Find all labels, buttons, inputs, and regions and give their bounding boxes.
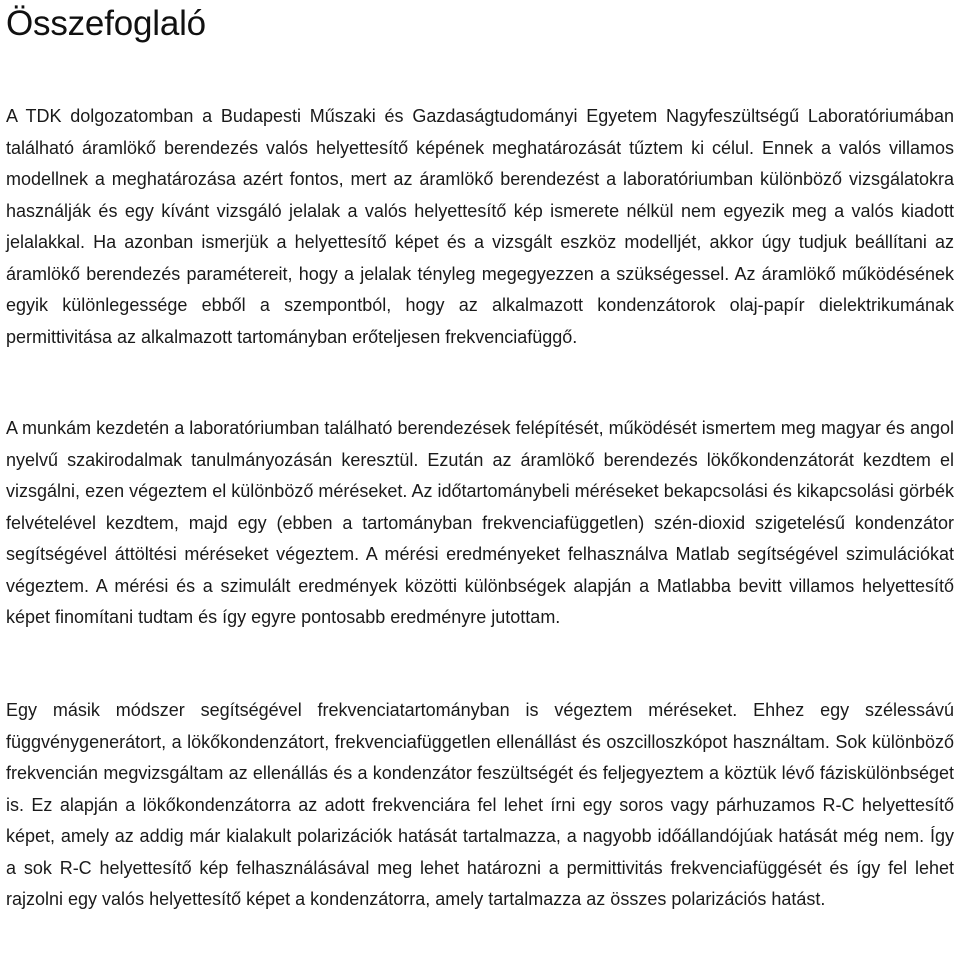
paragraph-1: A TDK dolgozatomban a Budapesti Műszaki és Gazdaságtudományi Egyetem Nagyfeszültségű Laboratóriumában található áramlökő berendezés valós helyettesítő képének meghatározását tűztem ki célul. Ennek a valós villamos modellnek a meghatározása azért fontos, mert az áramlökő berendezést a laboratóriumban különböző vizsgálatokra használják és egy kívánt vizsgáló jelalak a valós helyettesítő kép ismerete nélkül nem egyezik meg a valós kiadott jelalakkal. Ha azonban ismerjük a helyettesítő képet és a vizsgált eszköz modelljét, akkor úgy tudjuk beállítani az áramlökő berendezés paramétereit, hogy a jelalak tényleg megegyezzen a szükségessel. Az áramlökő működésének egyik különlegessége ebből a szempontból, hogy az alkalmazott kondenzátorok olaj-papír dielektrikumának permittivitása az alkalmazott tartományban erőteljesen frekvenciafüggő.	[6, 106, 954, 347]
paragraph-3: Egy másik módszer segítségével frekvenciatartományban is végeztem méréseket. Ehhez egy szélessávú függvénygenerátort, a lökőkondenzátort, frekvenciafüggetlen ellenállást és oszcilloszkópot használtam. Sok különböző frekvencián megvizsgáltam az ellenállás és a kondenzátor feszültségét és feljegyeztem a köztük lévő fáziskülönbséget is. Ez alapján a lökőkondenzátorra az adott frekvenciára fel lehet írni egy soros vagy párhuzamos R-C helyettesítő képet, amely az addig már kialakult polarizációk hatását tartalmazza, a nagyobb időállandójúak hatását még nem. Így a sok R-C helyettesítő kép felhasználásával meg lehet határozni a permittivitás frekvenciafüggését és így fel lehet rajzolni egy valós helyettesítő képet a kondenzátorra, amely tartalmazza az összes polarizációs hatást.	[6, 700, 954, 909]
paragraph-2: A munkám kezdetén a laboratóriumban található berendezések felépítését, működését ismertem meg magyar és angol nyelvű szakirodalmak tanulmányozásán keresztül. Ezután az áramlökő berendezés lökőkondenzátorát kezdtem el vizsgálni, ezen végeztem el különböző méréseket. Az időtartománybeli méréseket bekapcsolási és kikapcsolási görbék felvételével kezdtem, majd egy (ebben a tartományban frekvenciafüggetlen) szén-dioxid szigetelésű kondenzátor segítségével áttöltési méréseket végeztem. A mérési eredményeket felhasználva Matlab segítségével szimulációkat végeztem. A mérési és a szimulált eredmények közötti különbségek alapján a Matlabba bevitt villamos helyettesítő képet finomítani tudtam és így egyre pontosabb eredményre jutottam.	[6, 418, 954, 627]
page-title: Összefoglaló	[6, 4, 206, 43]
